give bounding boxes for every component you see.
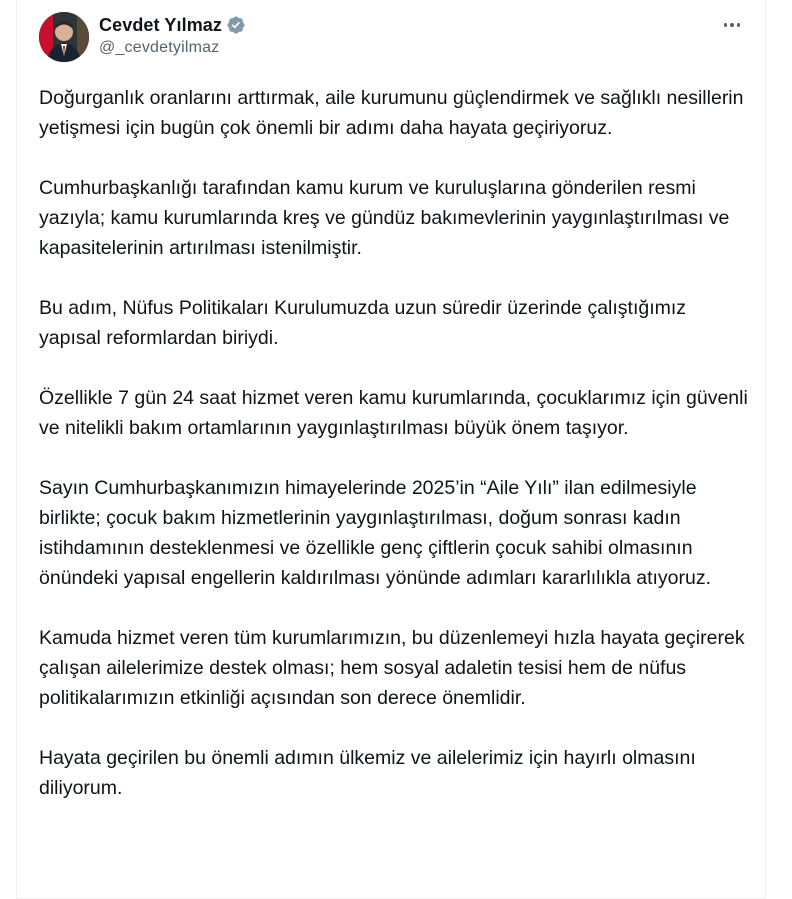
post-paragraph: Kamuda hizmet veren tüm kurumlarımızın, bu düzenlemeyi hızla hayata geçirerek çalışan ailelerimize destek olması; hem sosyal adaletin tesisi hem de nüfus politikalarımızın etkinliği açısından son derece önemlidir. — [39, 627, 745, 709]
post-paragraph: Doğurganlık oranlarını arttırmak, aile kurumunu güçlendirmek ve sağlıklı nesillerin yetişmesi için bugün çok önemli bir adımı daha hayata geçiriyoruz. — [39, 87, 744, 139]
more-options-icon[interactable] — [717, 14, 747, 36]
post-card — [16, 0, 766, 899]
more-dot — [724, 23, 728, 27]
post-header — [39, 12, 747, 64]
more-dot — [730, 23, 734, 27]
post-paragraph: Sayın Cumhurbaşkanımızın himayelerinde 2025’in “Aile Yılı” ilan edilmesiyle birlikte; çocuk bakım hizmetlerinin yaygınlaştırılması, doğum sonrası kadın istihdamının desteklenmesi ve özellikle genç çiftlerin çocuk sahibi olmasının önündeki yapısal engellerin kaldırılması yönünde adımları kararlılıkla atıyoruz. — [39, 477, 712, 589]
display-name[interactable]: Cevdet Yılmaz — [99, 14, 223, 35]
avatar[interactable] — [39, 12, 89, 62]
verified-badge-icon[interactable] — [226, 15, 246, 35]
name-row — [99, 13, 246, 37]
author-info — [99, 13, 246, 57]
user-handle[interactable]: @_cevdetyilmaz — [99, 39, 220, 56]
post-paragraph: Özellikle 7 gün 24 saat hizmet veren kamu kurumlarında, çocuklarımız için güvenli ve nitelikli bakım ortamlarının yaygınlaştırılması büyük önem taşıyor. — [39, 387, 748, 439]
post-text — [39, 83, 751, 833]
more-dot — [737, 23, 741, 27]
post-paragraph: Cumhurbaşkanlığı tarafından kamu kurum ve kuruluşlarına gönderilen resmi yazıyla; kamu kurumlarında kreş ve gündüz bakımevlerinin yaygınlaştırılması ve kapasitelerinin artırılması istenilmiştir. — [39, 177, 730, 259]
post-paragraph: Hayata geçirilen bu önemli adımın ülkemiz ve ailelerimiz için hayırlı olmasını diliyorum. — [39, 747, 696, 799]
profile-photo — [39, 12, 89, 62]
post-paragraph: Bu adım, Nüfus Politikaları Kurulumuzda uzun süredir üzerinde çalıştığımız yapısal reformlardan biriydi. — [39, 297, 687, 349]
